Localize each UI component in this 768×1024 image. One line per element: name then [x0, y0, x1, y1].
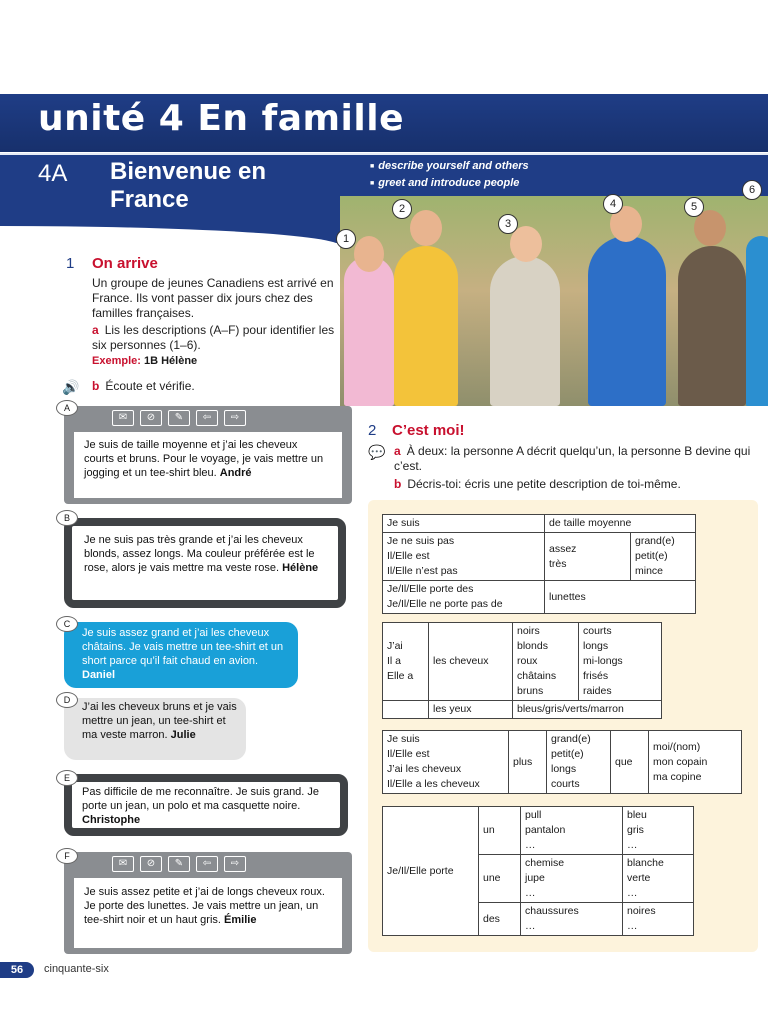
cell-line: Je suis	[387, 733, 420, 745]
back-arrow-icon[interactable]: ⇦	[196, 410, 218, 426]
table-cell: les cheveux	[429, 623, 513, 701]
activity-number: 2	[368, 422, 377, 439]
cell-line: blanche	[627, 857, 664, 869]
description-a	[84, 438, 324, 480]
table-cell	[623, 903, 694, 936]
grammar-table-4	[382, 806, 694, 936]
description-text: Je suis de taille moyenne et j’ai les cheveux courts et bruns. Pour le voyage, je vais mettre un jogging et un tee-shirt bleu.	[84, 439, 324, 479]
cell-line: bruns	[517, 685, 544, 697]
table-cell	[631, 533, 696, 581]
group-photo	[340, 196, 768, 406]
bubble-letter: B	[56, 510, 78, 526]
activity-intro: Un groupe de jeunes Canadiens est arrivé en France. Ils vont passer dix jours chez des familles françaises.	[92, 276, 334, 320]
cell-line: …	[627, 887, 638, 899]
activity-title: C’est moi!	[392, 422, 465, 439]
cell-line: mon copain	[653, 755, 708, 768]
cell-line: Je/Il/Elle ne porte pas de	[387, 598, 503, 610]
objective-item: ■ greet and introduce people	[370, 175, 529, 192]
person-blue-shirt	[588, 236, 666, 406]
speech-bubble-icon: 💬	[368, 444, 386, 460]
cell-line: grand(e)	[551, 733, 591, 745]
cell-line: Je suis	[387, 517, 420, 529]
back-arrow-icon[interactable]: ⇦	[196, 856, 218, 872]
cell-line: assez	[549, 542, 577, 555]
table-cell	[579, 623, 662, 701]
example-value: 1B Hélène	[143, 355, 198, 367]
instruction-text: Décris-toi: écris une petite description de toi-même.	[407, 477, 681, 491]
block-icon[interactable]: ⊘	[140, 856, 162, 872]
instruction-label: b	[394, 477, 402, 491]
description-text: Je suis assez petite et j’ai de longs cheveux roux. Je porte des lunettes. Je vais mettre un jean, un tee-shirt noir et un haut gris.	[84, 886, 325, 926]
cell-line: Il/Elle n’est pas	[387, 565, 458, 577]
person-name: Émilie	[224, 914, 257, 926]
banner-divider	[0, 153, 768, 155]
table-cell	[513, 623, 579, 701]
cell-line: J’ai	[387, 640, 403, 652]
cell-line: mince	[635, 565, 664, 577]
cell-line: mi-longs	[583, 655, 623, 667]
table-cell: lunettes	[545, 581, 696, 614]
person-name: André	[219, 467, 252, 479]
person-head	[354, 236, 384, 272]
table-cell: plus	[509, 731, 547, 794]
table-cell: des	[479, 903, 521, 936]
cell-line: moi/(nom)	[653, 740, 701, 753]
cell-line: jupe	[525, 872, 545, 884]
instruction-label: a	[394, 444, 401, 458]
cell-line: chemise	[525, 857, 565, 869]
photo-number: 2	[392, 199, 412, 219]
table-cell	[521, 807, 623, 855]
bubble-letter: F	[56, 848, 78, 864]
cell-line: chaussures	[525, 905, 579, 917]
cell-line: …	[627, 920, 638, 932]
table-cell: bleus/gris/verts/marron	[513, 701, 662, 719]
cell-line: Il/Elle est	[387, 748, 430, 760]
description-c	[82, 626, 292, 682]
description-e	[82, 785, 322, 827]
objective-item: ■ describe yourself and others	[370, 158, 529, 175]
description-text: Je ne suis pas très grande et j’ai les cheveux blonds, assez longs. Ma couleur préférée est le rose, alors je vais mettre ma veste rose.	[84, 534, 315, 574]
table-cell	[383, 731, 509, 794]
description-text: Je suis assez grand et j’ai les cheveux châtains. Je vais mettre un tee-shirt et un short parce qu’il fait chaud en avion.	[82, 627, 284, 667]
person-brown-jacket	[678, 246, 746, 406]
cell-line: …	[525, 839, 536, 851]
grammar-table-3	[382, 730, 742, 794]
cell-line: Il a	[387, 655, 402, 667]
table-cell: de taille moyenne	[545, 515, 696, 533]
edit-icon[interactable]: ✎	[168, 856, 190, 872]
cell-line: châtains	[517, 670, 557, 682]
instruction-b	[394, 477, 762, 492]
page-number: 56	[0, 962, 34, 978]
cell-line: …	[525, 887, 536, 899]
cell-line: longs	[583, 640, 609, 652]
cell-line: pull	[525, 809, 542, 821]
instruction-text: À deux: la personne A décrit quelqu’un, la personne B devine qui c’est.	[394, 444, 751, 473]
person-name: Daniel	[82, 669, 116, 681]
photo-number: 4	[603, 194, 623, 214]
cell-line: noirs	[517, 625, 540, 637]
table-cell: Je/Il/Elle porte	[383, 807, 479, 936]
person-yellow-shirt	[394, 246, 458, 406]
cell-line: ma copine	[653, 770, 702, 783]
table-cell	[383, 701, 429, 719]
cell-line: gris	[627, 824, 644, 836]
message-toolbar	[112, 856, 246, 872]
cell-line: …	[627, 839, 638, 851]
bubble-letter: E	[56, 770, 78, 786]
cell-line: verte	[627, 872, 651, 884]
person-grey-cardigan	[490, 256, 560, 406]
table-cell	[383, 623, 429, 701]
bubble-letter: C	[56, 616, 78, 632]
bubble-letter: A	[56, 400, 78, 416]
cell-line: longs	[551, 763, 577, 775]
activity-title: On arrive	[92, 255, 158, 272]
edit-icon[interactable]: ✎	[168, 410, 190, 426]
cell-line: …	[525, 920, 536, 932]
cell-line: frisés	[583, 670, 609, 682]
description-b	[84, 533, 322, 575]
photo-number: 6	[742, 180, 762, 200]
person-name: Hélène	[282, 562, 319, 574]
grammar-table-2	[382, 622, 662, 719]
example	[92, 355, 197, 367]
instruction-b	[92, 379, 195, 394]
cell-line: noires	[627, 905, 656, 917]
cell-line: blonds	[517, 640, 548, 652]
table-cell	[521, 903, 623, 936]
person-head	[410, 210, 442, 246]
objectives-list	[370, 158, 529, 192]
forward-arrow-icon[interactable]: ⇨	[224, 856, 246, 872]
unit-banner	[0, 94, 768, 152]
page-number-word: cinquante-six	[44, 963, 109, 975]
cell-line: bleu	[627, 809, 647, 821]
description-d	[82, 700, 244, 742]
cell-line: pantalon	[525, 824, 566, 836]
message-toolbar	[112, 410, 246, 426]
cell-line: courts	[583, 625, 612, 637]
cell-line: courts	[551, 778, 580, 790]
table-cell: une	[479, 855, 521, 903]
photo-number: 5	[684, 197, 704, 217]
envelope-icon[interactable]: ✉	[112, 410, 134, 426]
forward-arrow-icon[interactable]: ⇨	[224, 410, 246, 426]
description-text: Pas difficile de me reconnaître. Je suis grand. Je porte un jean, un polo et ma casquette noire.	[82, 786, 320, 812]
cell-line: petit(e)	[635, 550, 668, 562]
instruction-label: a	[92, 323, 99, 337]
instruction-text: Écoute et vérifie.	[105, 379, 195, 393]
table-cell	[649, 731, 742, 794]
section-title: Bienvenue en France	[110, 158, 267, 213]
grammar-table-1	[382, 514, 696, 614]
table-cell: les yeux	[429, 701, 513, 719]
table-cell	[623, 807, 694, 855]
person-head	[510, 226, 542, 262]
person-partial	[746, 236, 768, 406]
description-f	[84, 885, 330, 927]
instruction-label: b	[92, 379, 100, 393]
person-name: Christophe	[82, 814, 141, 826]
section-code: 4A	[38, 160, 68, 187]
envelope-icon[interactable]: ✉	[112, 856, 134, 872]
cell-line: raides	[583, 685, 612, 697]
cell-line: petit(e)	[551, 748, 584, 760]
cell-line: roux	[517, 655, 538, 667]
example-label: Exemple:	[92, 355, 141, 367]
table-cell: un	[479, 807, 521, 855]
cell-line: Je/Il/Elle porte des	[387, 583, 474, 595]
table-cell	[383, 533, 545, 581]
cell-line: Elle a	[387, 670, 414, 682]
person-pink-jacket	[344, 256, 394, 406]
table-cell	[521, 855, 623, 903]
photo-number: 1	[336, 229, 356, 249]
bubble-letter: D	[56, 692, 78, 708]
photo-number: 3	[498, 214, 518, 234]
cell-line: J’ai les cheveux	[387, 763, 462, 775]
description-text: J’ai les cheveux bruns et je vais mettre un jean, un tee-shirt et ma veste marron.	[82, 701, 237, 741]
table-cell	[623, 855, 694, 903]
table-cell	[383, 581, 545, 614]
table-cell: que	[611, 731, 649, 794]
cell-line: Il/Elle a les cheveux	[387, 778, 480, 790]
instruction-text: Lis les descriptions (A–F) pour identifier les six personnes (1–6).	[92, 323, 335, 352]
table-cell	[383, 515, 545, 533]
table-cell	[545, 533, 631, 581]
instruction-a	[92, 323, 342, 353]
block-icon[interactable]: ⊘	[140, 410, 162, 426]
instruction-a	[394, 444, 762, 474]
person-name: Julie	[170, 729, 196, 741]
cell-line: très	[549, 557, 567, 570]
cell-line: Je ne suis pas	[387, 535, 455, 547]
cell-line: grand(e)	[635, 535, 675, 547]
speaker-icon[interactable]: 🔊	[62, 379, 80, 395]
activity-number: 1	[66, 255, 75, 272]
table-cell	[547, 731, 611, 794]
unit-title: unité 4 En famille	[38, 98, 404, 139]
cell-line: Il/Elle est	[387, 550, 430, 562]
